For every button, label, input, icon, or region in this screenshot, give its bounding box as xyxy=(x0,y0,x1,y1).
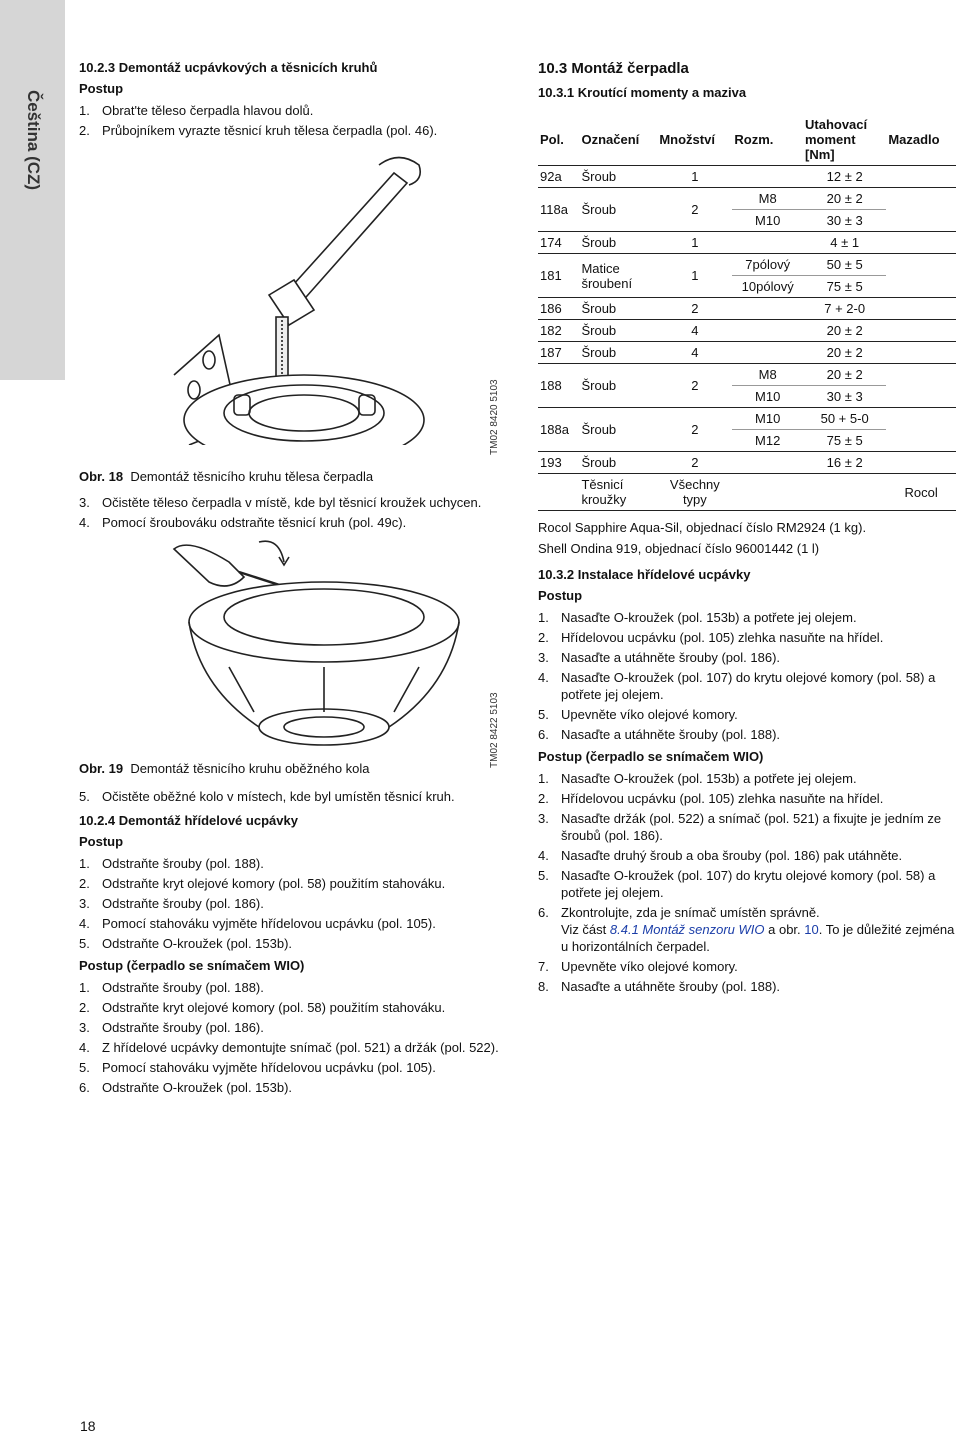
step: 1. Odstraňte šrouby (pol. 188). xyxy=(79,856,264,871)
col-mnozstvi: Množství xyxy=(657,114,732,166)
steps-e xyxy=(79,979,499,1096)
col-rozm: Rozm. xyxy=(732,114,803,166)
steps-g xyxy=(538,770,956,995)
table-row: 193 Šroub 2 16 ± 2 xyxy=(538,452,956,474)
table-row: M10 30 ± 3 xyxy=(538,386,956,408)
procedure-wio-heading: Postup (čerpadlo se snímačem WIO) xyxy=(538,749,764,764)
step: 5. Očistěte oběžné kolo v místech, kde byl umístěn těsnicí kruh. xyxy=(79,789,455,804)
table-header-row xyxy=(538,114,956,166)
step: 4. Pomocí šroubováku odstraňte těsnicí kruh (pol. 49c). xyxy=(79,515,407,530)
step: 6. Nasaďte a utáhněte šrouby (pol. 188). xyxy=(538,727,781,742)
col-pol: Pol. xyxy=(538,114,579,166)
step: 1. Obrat'te těleso čerpadla hlavou dolů. xyxy=(79,103,314,118)
procedure-wio-heading: Postup (čerpadlo se snímačem WIO) xyxy=(79,958,305,973)
lubricant-note-1: Rocol Sapphire Aqua-Sil, objednací číslo RM2924 (1 kg). xyxy=(538,520,867,535)
section-10-2-4-title: 10.2.4 Demontáž hřídelové ucpávky xyxy=(79,813,298,828)
step: 3. Nasaďte držák (pol. 522) a snímač (pol. 521) a fixujte je jedním ze šroubů (pol. 186). xyxy=(538,811,942,843)
section-10-3-2-title: 10.3.2 Instalace hřídelové ucpávky xyxy=(538,567,751,582)
figure-caption: Demontáž těsnicího kruhu oběžného kola xyxy=(130,761,370,776)
right-column xyxy=(538,60,956,1001)
impeller-illustration xyxy=(79,537,499,752)
procedure-heading: Postup xyxy=(79,834,124,849)
page-number: 18 xyxy=(80,1418,96,1434)
step: 4. Nasaďte O-kroužek (pol. 107) do krytu olejové komory (pol. 58) a potřete jej olejem. xyxy=(538,670,936,702)
step: 5. Odstraňte O-kroužek (pol. 153b). xyxy=(79,936,293,951)
language-side-tab xyxy=(0,0,65,380)
torque-table xyxy=(538,114,956,511)
figure-18-tm-code: TM02 8420 5103 xyxy=(489,379,500,455)
procedure-heading: Postup xyxy=(538,588,583,603)
section-10-3-1-title: 10.3.1 Kroutící momenty a maziva xyxy=(538,85,747,100)
language-label: Čeština (CZ) xyxy=(24,89,43,191)
figure-caption: Demontáž těsnicího kruhu tělesa čerpadla xyxy=(130,469,374,484)
step: 7. Upevněte víko olejové komory. xyxy=(538,959,738,974)
steps-b xyxy=(79,494,499,531)
lubricant-note-2: Shell Ondina 919, objednací číslo 96001442 (1 l) xyxy=(538,541,820,556)
step: 1. Nasaďte O-kroužek (pol. 153b) a potřete jej olejem. xyxy=(538,771,857,786)
table-row: 118a Šroub 2 M8 20 ± 2 xyxy=(538,188,956,210)
figure-label: Obr. 19 xyxy=(79,761,124,776)
col-mazadlo: Mazadlo xyxy=(886,114,956,166)
section-10-3-title: 10.3 Montáž čerpadla xyxy=(538,60,689,77)
step: 2. Odstraňte kryt olejové komory (pol. 58) použitím stahováku. xyxy=(79,1000,446,1015)
table-row: 174 Šroub 1 4 ± 1 xyxy=(538,232,956,254)
table-row: 188a Šroub 2 M10 50 + 5-0 xyxy=(538,408,956,430)
step: 3. Odstraňte šrouby (pol. 186). xyxy=(79,1020,264,1035)
steps-f xyxy=(538,609,956,743)
step: 3. Očistěte těleso čerpadla v místě, kde byl těsnicí kroužek uchycen. xyxy=(79,495,482,510)
table-row: 181 Matice šroubení 1 7pólový 50 ± 5 xyxy=(538,254,956,276)
steps-d xyxy=(79,855,499,952)
step: 1. Nasaďte O-kroužek (pol. 153b) a potřete jej olejem. xyxy=(538,610,857,625)
steps-a xyxy=(79,102,499,139)
figure-18-caption-text xyxy=(79,469,499,484)
step: 6. Zkontrolujte, zda je snímač umístěn správně. Viz část 8.4.1 Montáž senzoru WIO a obr. 10. To je důležité zejména u horizontálních čerpadel. xyxy=(538,905,955,954)
pump-housing-illustration xyxy=(79,145,499,445)
step: 2. Hřídelovou ucpávku (pol. 105) zlehka nasuňte na hřídel. xyxy=(538,630,884,645)
figure-label: Obr. 18 xyxy=(79,469,124,484)
table-row: 186 Šroub 2 7 + 2-0 xyxy=(538,298,956,320)
table-row: 92a Šroub 1 12 ± 2 xyxy=(538,166,956,188)
step: 4. Z hřídelové ucpávky demontujte snímač (pol. 521) a držák (pol. 522). xyxy=(79,1040,499,1055)
table-row: M10 30 ± 3 xyxy=(538,210,956,232)
figure-18 xyxy=(79,145,499,467)
figure-19-tm-code: TM02 8422 5103 xyxy=(489,692,500,768)
left-column xyxy=(79,60,499,1102)
section-10-2-3-title: 10.2.3 Demontáž ucpávkových a těsnicích kruhů xyxy=(79,60,378,75)
step: 8. Nasaďte a utáhněte šrouby (pol. 188). xyxy=(538,979,781,994)
col-oznaceni: Označení xyxy=(579,114,657,166)
step: 3. Nasaďte a utáhněte šrouby (pol. 186). xyxy=(538,650,781,665)
figure-link[interactable]: 10 xyxy=(804,922,819,937)
section-link[interactable]: 8.4.1 Montáž senzoru WIO xyxy=(609,922,765,937)
step: 5. Pomocí stahováku vyjměte hřídelovou ucpávku (pol. 105). xyxy=(79,1060,436,1075)
step: 3. Odstraňte šrouby (pol. 186). xyxy=(79,896,264,911)
step: 4. Nasaďte druhý šroub a oba šrouby (pol. 186) pak utáhněte. xyxy=(538,848,903,863)
figure-19 xyxy=(79,537,499,755)
step: 2. Odstraňte kryt olejové komory (pol. 58) použitím stahováku. xyxy=(79,876,446,891)
table-row: 10pólový 75 ± 5 xyxy=(538,276,956,298)
step: 2. Průbojníkem vyrazte těsnicí kruh tělesa čerpadla (pol. 46). xyxy=(79,123,438,138)
figure-19-caption-text xyxy=(79,761,499,776)
table-row: 182 Šroub 4 20 ± 2 xyxy=(538,320,956,342)
col-moment: Utahovací moment [Nm] xyxy=(803,114,886,166)
step: 1. Odstraňte šrouby (pol. 188). xyxy=(79,980,264,995)
step: 5. Nasaďte O-kroužek (pol. 107) do krytu olejové komory (pol. 58) a potřete jej olejem. xyxy=(538,868,936,900)
table-row: 187 Šroub 4 20 ± 2 xyxy=(538,342,956,364)
table-row: Těsnicí kroužky Všechny typy Rocol xyxy=(538,474,956,511)
step: 6. Odstraňte O-kroužek (pol. 153b). xyxy=(79,1080,293,1095)
step: 5. Upevněte víko olejové komory. xyxy=(538,707,738,722)
step: 2. Hřídelovou ucpávku (pol. 105) zlehka nasuňte na hřídel. xyxy=(538,791,884,806)
table-row: 188 Šroub 2 M8 20 ± 2 xyxy=(538,364,956,386)
table-row: M12 75 ± 5 xyxy=(538,430,956,452)
steps-c xyxy=(79,788,499,805)
procedure-heading: Postup xyxy=(79,81,124,96)
step: 4. Pomocí stahováku vyjměte hřídelovou ucpávku (pol. 105). xyxy=(79,916,436,931)
